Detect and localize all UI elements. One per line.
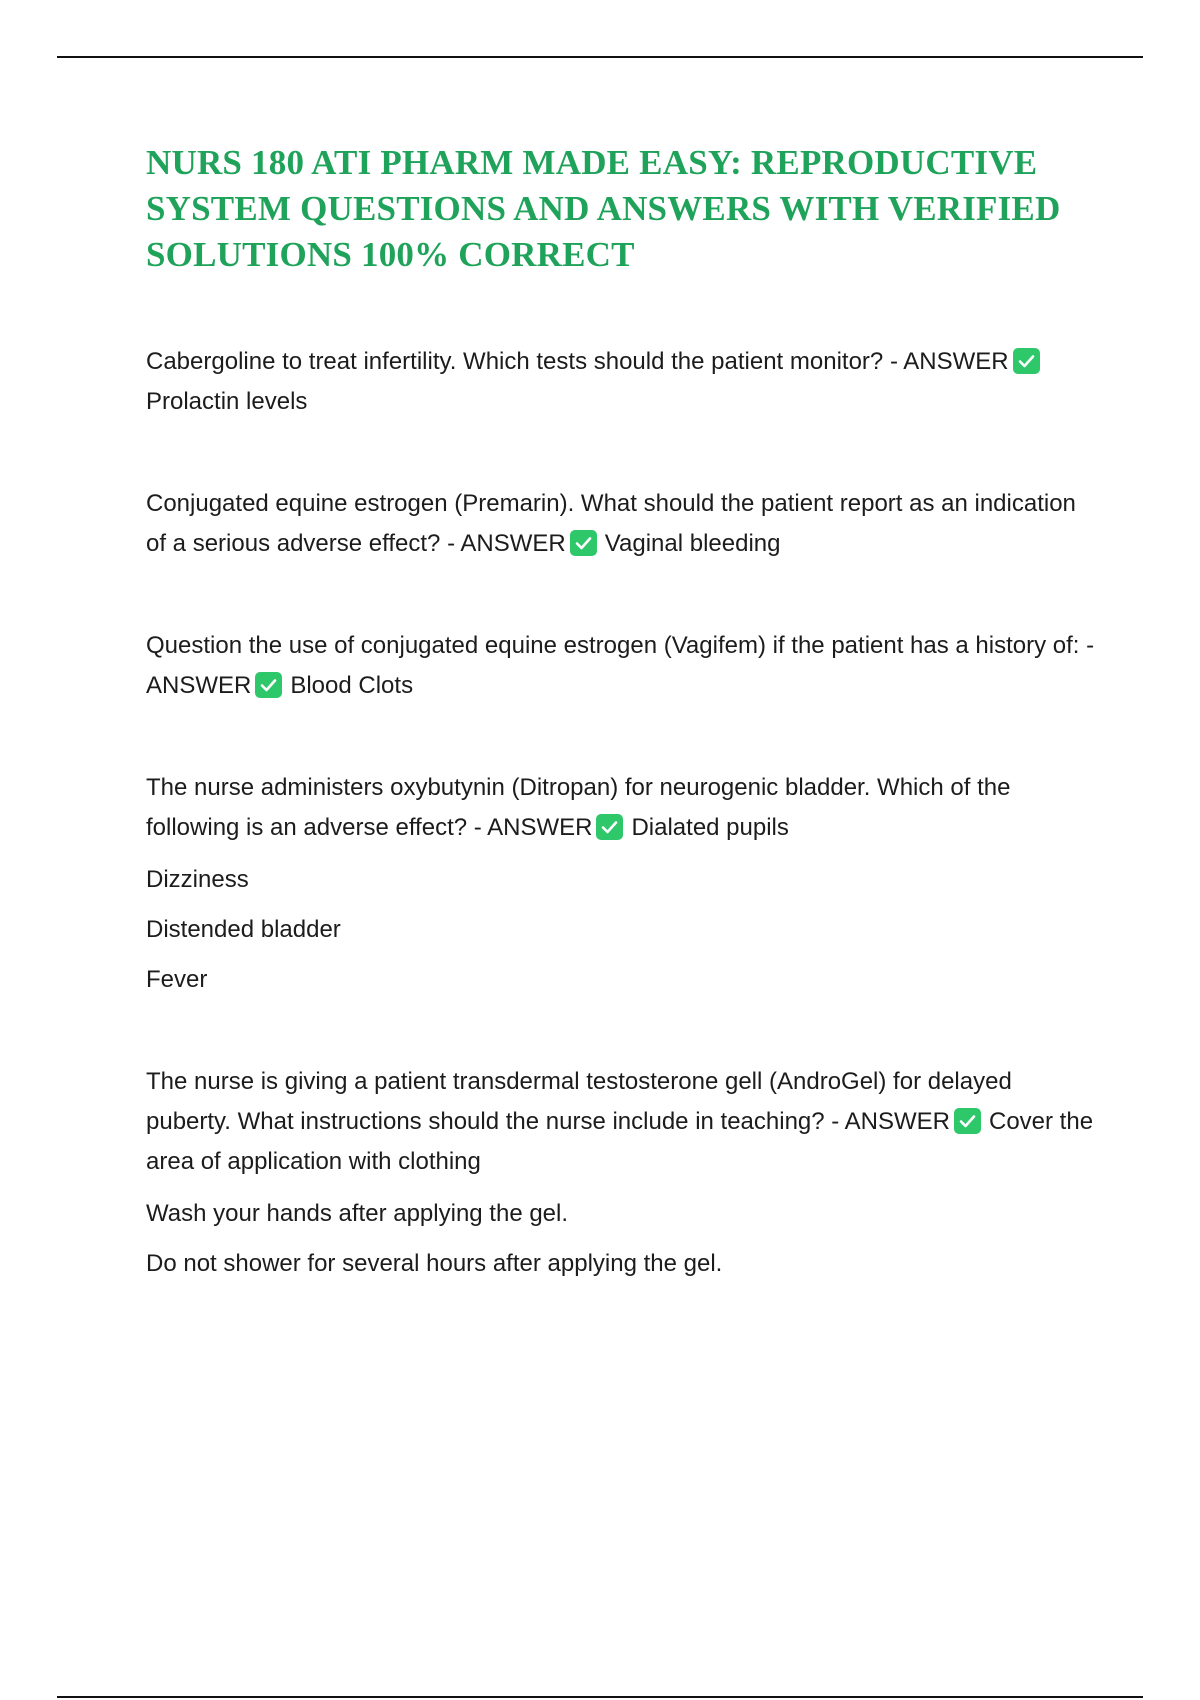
qa-item	[146, 484, 1096, 564]
question-text	[146, 768, 1096, 848]
qa-item	[146, 342, 1096, 422]
question: Question the use of conjugated equine estrogen (Vagifem) if the patient has a history of:	[146, 632, 1080, 659]
answer-label: - ANSWER	[831, 1108, 950, 1135]
answer-label: - ANSWER	[889, 348, 1009, 375]
answer-label: - ANSWER	[473, 814, 593, 841]
question: The nurse is giving a patient transdermal testosterone gell (AndroGel) for delayed puberty. What instructions should the nurse include in teaching?	[146, 1068, 1012, 1135]
check-mark-icon	[596, 814, 623, 840]
document-body	[146, 140, 1096, 1346]
question-text	[146, 342, 1096, 422]
question-text	[146, 626, 1096, 706]
answer: Blood Clots	[290, 672, 414, 699]
qa-item	[146, 1062, 1096, 1284]
extra-option: Dizziness	[146, 866, 249, 893]
qa-item	[146, 768, 1096, 1000]
answer: Prolactin levels	[146, 388, 308, 415]
check-mark-icon	[570, 530, 597, 556]
top-rule	[57, 56, 1143, 58]
answer: Dialated pupils	[631, 814, 789, 841]
bottom-rule	[57, 1696, 1143, 1698]
answer: Vaginal bleeding	[604, 530, 781, 557]
check-mark-icon	[255, 672, 282, 698]
qa-list	[146, 342, 1096, 1284]
check-mark-icon	[1013, 348, 1040, 374]
answer-label: - ANSWER	[447, 530, 566, 557]
qa-item	[146, 626, 1096, 706]
extra-option: Fever	[146, 966, 208, 993]
check-mark-icon	[954, 1108, 981, 1134]
question: Conjugated equine estrogen (Premarin). What should the patient report as an indication of a serious adverse effect?	[146, 490, 1076, 557]
question: The nurse administers oxybutynin (Ditropan) for neurogenic bladder. Which of the following is an adverse effect?	[146, 774, 1011, 841]
answer-label: - ANSWER	[146, 632, 1095, 699]
extra-option: Do not shower for several hours after applying the gel.	[146, 1250, 723, 1277]
extra-option: Wash your hands after applying the gel.	[146, 1200, 569, 1227]
question-text	[146, 484, 1096, 564]
extra-option: Distended bladder	[146, 916, 341, 943]
answer: Cover the area of application with clothing	[146, 1108, 1094, 1175]
question: Cabergoline to treat infertility. Which tests should the patient monitor?	[146, 348, 884, 375]
question-text	[146, 1062, 1096, 1182]
document-title: NURS 180 ATI PHARM MADE EASY: REPRODUCTIVE SYSTEM QUESTIONS AND ANSWERS WITH VERIFIED SOLUTIONS 100% CORRECT	[146, 143, 1061, 274]
